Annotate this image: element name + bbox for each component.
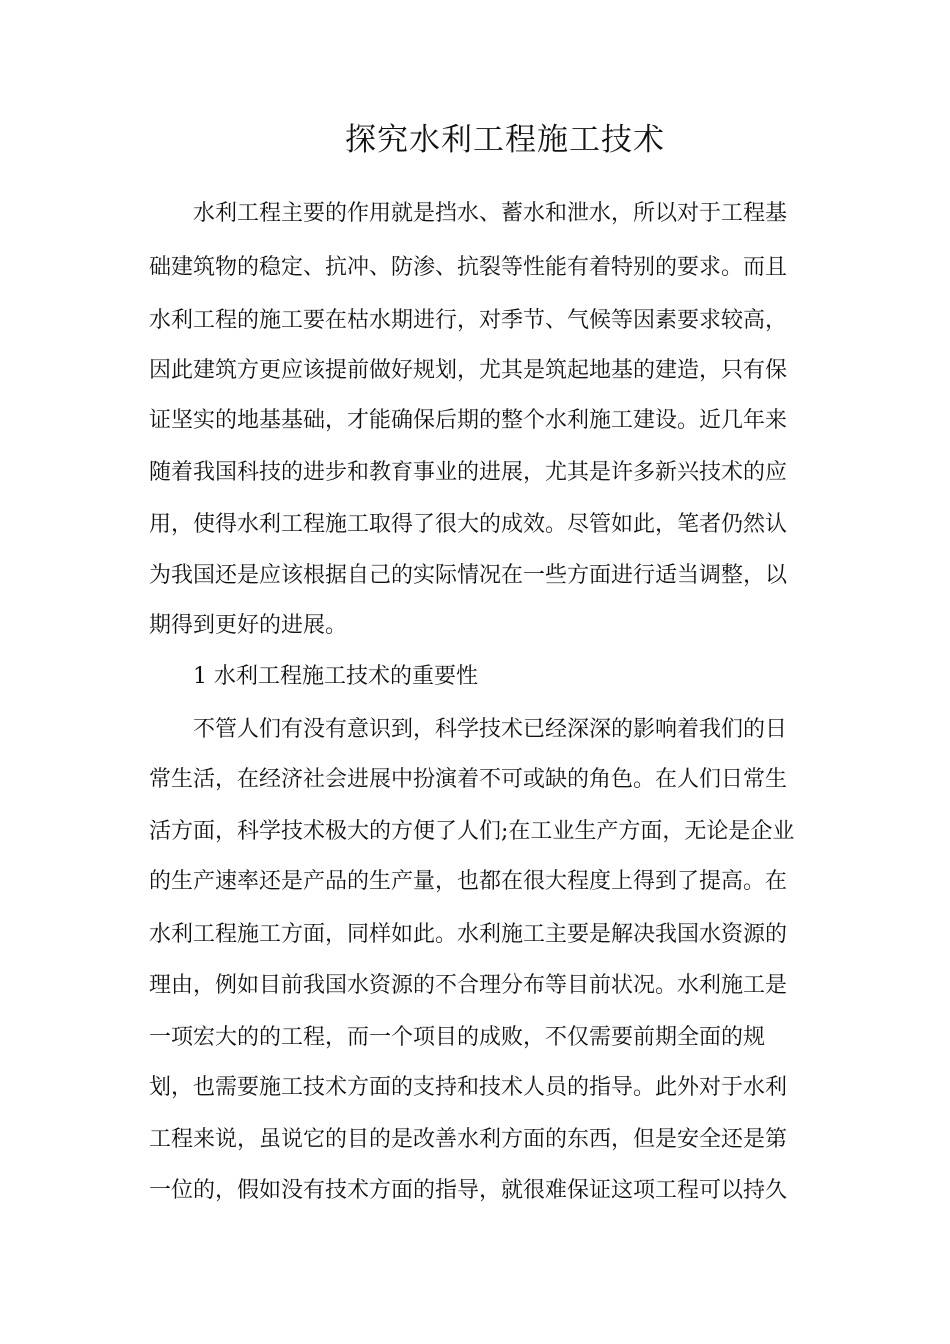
paragraph-line: 常生活，在经济社会进展中扮演着不可或缺的角色。在人们日常生: [149, 767, 788, 792]
paragraph-line: 水利工程主要的作用就是挡水、蓄水和泄水，所以对于工程基: [193, 201, 788, 226]
section-heading: 1 水利工程施工技术的重要性: [193, 664, 478, 689]
paragraph-line: 用，使得水利工程施工取得了很大的成效。尽管如此，笔者仍然认: [149, 512, 788, 537]
paragraph-line: 水利工程施工方面，同样如此。水利施工主要是解决我国水资源的: [149, 922, 788, 947]
paragraph-line: 期得到更好的进展。: [149, 613, 348, 638]
paragraph-line: 划，也需要施工技术方面的支持和技术人员的指导。此外对于水利: [149, 1075, 788, 1100]
paragraph-line: 为我国还是应该根据自己的实际情况在一些方面进行适当调整，以: [149, 563, 788, 588]
paragraph-line: 活方面，科学技术极大的方便了人们;在工业生产方面，无论是企业: [149, 819, 795, 844]
document-title: 探究水利工程施工技术: [345, 122, 665, 158]
paragraph-line: 础建筑物的稳定、抗冲、防渗、抗裂等性能有着特别的要求。而且: [149, 255, 788, 280]
paragraph-line: 工程来说，虽说它的目的是改善水利方面的东西，但是安全还是第: [149, 1127, 788, 1152]
paragraph-line: 证坚实的地基基础，才能确保后期的整个水利施工建设。近几年来: [149, 408, 788, 433]
paragraph-line: 不管人们有没有意识到，科学技术已经深深的影响着我们的日: [193, 717, 788, 742]
paragraph-line: 一位的，假如没有技术方面的指导，就很难保证这项工程可以持久: [149, 1178, 788, 1203]
paragraph-line: 的生产速率还是产品的生产量，也都在很大程度上得到了提高。在: [149, 869, 788, 894]
paragraph-line: 因此建筑方更应该提前做好规划，尤其是筑起地基的建造，只有保: [149, 358, 788, 383]
paragraph-line: 水利工程的施工要在枯水期进行，对季节、气候等因素要求较高，: [149, 308, 788, 333]
paragraph-line: 一项宏大的的工程，而一个项目的成败，不仅需要前期全面的规: [149, 1025, 766, 1050]
paragraph-line: 随着我国科技的进步和教育事业的进展，尤其是许多新兴技术的应: [149, 460, 788, 485]
paragraph-line: 理由，例如目前我国水资源的不合理分布等目前状况。水利施工是: [149, 973, 788, 998]
